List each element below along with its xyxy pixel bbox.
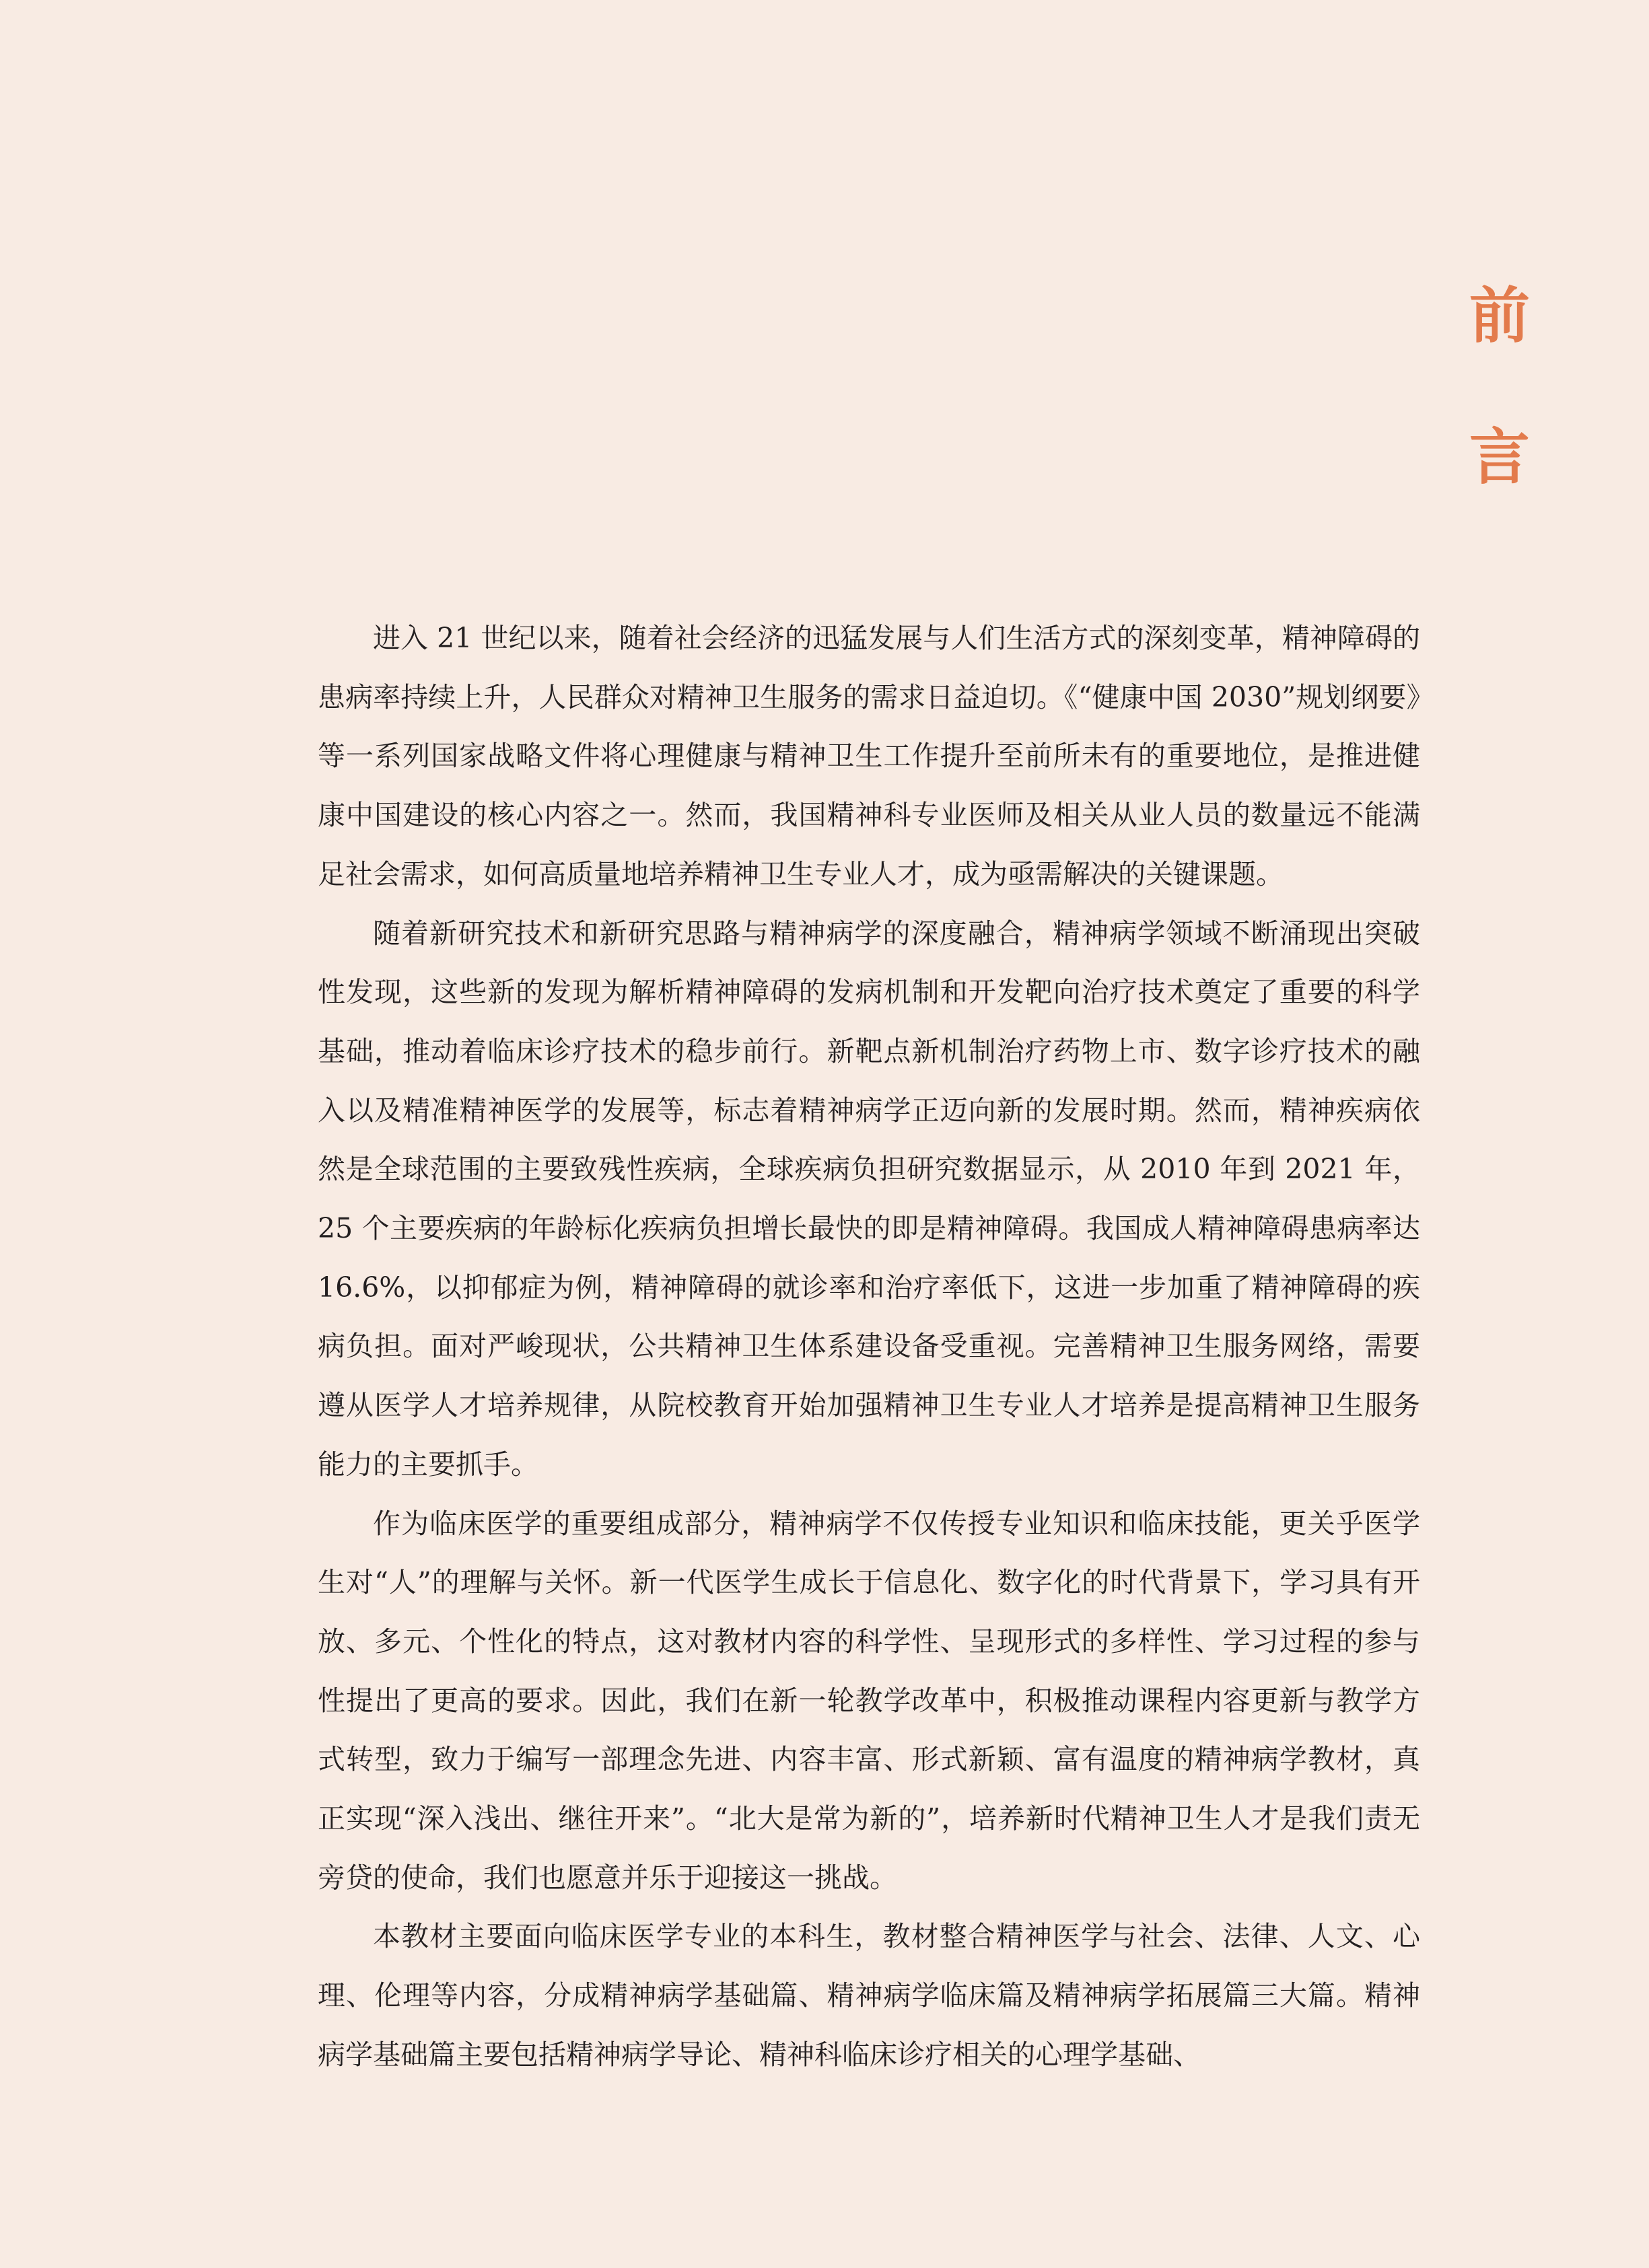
- paragraph-4: 本教材主要面向临床医学专业的本科生，教材整合精神医学与社会、法律、人文、心理、伦理等内容，分成精神病学基础篇、精神病学临床篇及精神病学拓展篇三大篇。精神病学基础篇主要包括精神病学导论、精神科临床诊疗相关的心理学基础、: [318, 1920, 1420, 2071]
- page-heading-char-1: 前: [1469, 281, 1530, 351]
- paragraph-1: 进入 21 世纪以来，随着社会经济的迅猛发展与人们生活方式的深刻变革，精神障碍的患病率持续上升，人民群众对精神卫生服务的需求日益迫切。《“健康中国 2030”规划纲要》等一系列国家战略文件将心理健康与精神卫生工作提升至前所未有的重要地位，是推进健康中国建设的核心内容之一。然而，我国精神科专业医师及相关从业人员的数量远不能满足社会需求，如何高质量地培养精神卫生专业人才，成为亟需解决的关键课题。: [318, 622, 1420, 890]
- paragraph-3: 作为临床医学的重要组成部分，精神病学不仅传授专业知识和临床技能，更关乎医学生对“人”的理解与关怀。新一代医学生成长于信息化、数字化的时代背景下，学习具有开放、多元、个性化的特点，这对教材内容的科学性、呈现形式的多样性、学习过程的参与性提出了更高的要求。因此，我们在新一轮教学改革中，积极推动课程内容更新与教学方式转型，致力于编写一部理念先进、内容丰富、形式新颖、富有温度的精神病学教材，真正实现“深入浅出、继往开来”。“北大是常为新的”，培养新时代精神卫生人才是我们责无旁贷的使命，我们也愿意并乐于迎接这一挑战。: [318, 1507, 1420, 1894]
- paragraph-2: 随着新研究技术和新研究思路与精神病学的深度融合，精神病学领域不断涌现出突破性发现，这些新的发现为解析精神障碍的发病机制和开发靶向治疗技术奠定了重要的科学基础，推动着临床诊疗技术的稳步前行。新靶点新机制治疗药物上市、数字诊疗技术的融入以及精准精神医学的发展等，标志着精神病学正迈向新的发展时期。然而，精神疾病依然是全球范围的主要致残性疾病，全球疾病负担研究数据显示，从 2010 年到 2021 年，25 个主要疾病的年龄标化疾病负担增长最快的即是精神障碍。我国成人精神障碍患病率达 16.6%，以抑郁症为例，精神障碍的就诊率和治疗率低下，这进一步加重了精神障碍的疾病负担。面对严峻现状，公共精神卫生体系建设备受重视。完善精神卫生服务网络，需要遵从医学人才培养规律，从院校教育开始加强精神卫生专业人才培养是提高精神卫生服务能力的主要抓手。: [318, 917, 1420, 1481]
- body-text: [318, 609, 1420, 2085]
- page-heading-char-2: 言: [1469, 422, 1530, 493]
- page-heading: [1467, 281, 1532, 493]
